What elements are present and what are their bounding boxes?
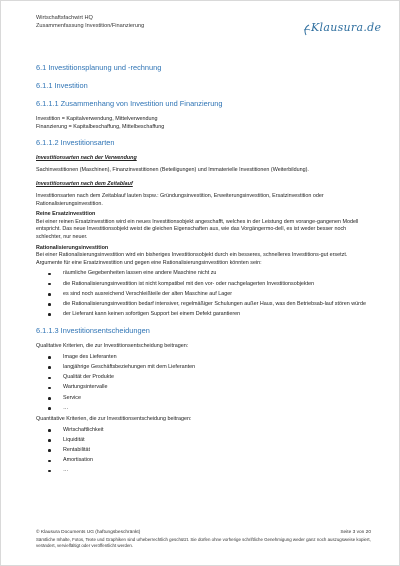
paragraph-quantitativ: Quantitative Kriterien, die zur Investitionsentscheidung beitragen:	[36, 415, 192, 422]
heading-6-1-1: 6.1.1 Investition	[36, 81, 88, 90]
list-item: es sind noch ausreichend Verschleißteile der alten Maschine auf Lager	[36, 291, 371, 299]
list-item: langjährige Geschäftsbeziehungen mit dem Lieferanten	[36, 364, 371, 372]
logo-swoosh-icon	[303, 24, 311, 36]
list-item: die Rationalisierungsinvestition bedarf intensiver, regelmäßiger Schulungen außer Haus, was den Betriebsab-lauf stören würde	[36, 301, 371, 309]
list-item: Rentabilität	[36, 447, 371, 455]
list-item: die Rationalisierungsinvestition ist nicht kompatibel mit den vor- oder nachgelagerten Investitionsobjekten	[36, 281, 371, 289]
heading-6-1-1-2: 6.1.1.2 Investitionsarten	[36, 138, 115, 148]
logo-text: Klausura.de	[311, 21, 382, 34]
klausura-logo	[303, 21, 382, 41]
footer-copyright: © Klausura Documents UG (haftungsbeschränkt)	[36, 530, 141, 535]
list-item: Qualität der Produkte	[36, 374, 371, 382]
paragraph-investition: Investition = Kapitalverwendung, Mittelverwendung	[36, 116, 158, 122]
page-footer	[36, 529, 371, 536]
bold-ersatzinvestition: Reine Ersatzinvestition	[36, 211, 96, 218]
subheading-zeitablauf: Investitionsarten nach dem Zeitablauf	[36, 181, 133, 188]
subheading-verwendung: Investitionsarten nach der Verwendung	[36, 155, 137, 162]
document-body	[36, 63, 371, 478]
list-item: …	[36, 467, 371, 475]
list-item: räumliche Gegebenheiten lassen eine andere Maschine nicht zu	[36, 270, 371, 278]
paragraph-ersatzinvestition: Bei einer reinen Ersatzinvestition wird ein neues Investitionsobjekt angeschafft, welches in der Leistung dem vorange-gangenen Modell entspricht. Das neue Investitionsobjekt weist die gleichen Eigenschaften aus, wie das Vorgängermo-dell, es ist weder besser noch schlechter, nur neuer.	[36, 218, 359, 240]
heading-6-1: 6.1 Investitionsplanung und -rechnung	[36, 63, 162, 72]
list-item: …	[36, 405, 371, 413]
argumente-list	[36, 270, 371, 318]
bold-rationalisierungsinvestition: Rationalisierungsinvestition	[36, 244, 109, 251]
list-item: Wartungsintervalle	[36, 384, 371, 392]
footer-page-number: Seite 3 von 20	[340, 530, 371, 535]
list-item: Liquidität	[36, 437, 371, 445]
paragraph-finanzierung: Finanzierung = Kapitalbeschaffung, Mittelbeschaffung	[36, 123, 165, 130]
paragraph-argumente: Argumente für eine Ersatzinvestition und gegen eine Rationalisierungsinvestition könnten sein:	[36, 259, 262, 266]
header-subtitle: Zusammenfassung Investition/Finanzierung	[36, 23, 145, 29]
page-header	[36, 14, 144, 30]
list-item: der Lieferant kann keinen sofortigen Support bei einem Defekt garantieren	[36, 311, 371, 319]
quantitativ-list	[36, 427, 371, 475]
list-item: Wirtschaftlichkeit	[36, 427, 371, 435]
paragraph-zeitablauf: Investitionsarten nach dem Zeitablauf lauten bspw.: Gründungsinvestition, Erweiterungsinvestition, Ersatzinvestition oder Rationalisierungsinvestition.	[36, 192, 324, 207]
footer-notice: Sämtliche Inhalte, Fotos, Texte und Graphiken sind urheberrechtlich geschützt. Sie dürfen ohne vorherige schriftliche Genehmigung weder ganz noch auszugsweise kopiert, verändert, vervielfältigt oder veröffentlicht werden.	[36, 537, 371, 548]
paragraph-qualitativ: Qualitative Kriterien, die zur Investitionsentscheidung beitragen:	[36, 343, 189, 350]
qualitativ-list	[36, 354, 371, 413]
list-item: Service	[36, 395, 371, 403]
paragraph-verwendung: Sachinvestitionen (Maschinen), Finanzinvestitionen (Beteiligungen) und Immaterielle Investitionen (Weiterbildung).	[36, 166, 309, 173]
paragraph-rationalisierung: Bei einer Rationalisierungsinvestition wird ein bisheriges Investitionsobjekt durch ein besseres, schnelleres Investitions-gut ersetzt.	[36, 252, 348, 259]
heading-6-1-1-3: 6.1.1.3 Investitionsentscheidungen	[36, 326, 150, 336]
heading-6-1-1-1: 6.1.1.1 Zusammenhang von Investition und Finanzierung	[36, 99, 223, 108]
list-item: Amortisation	[36, 457, 371, 465]
list-item: Image des Lieferanten	[36, 354, 371, 362]
header-title: Wirtschaftsfachwirt HQ	[36, 15, 93, 21]
